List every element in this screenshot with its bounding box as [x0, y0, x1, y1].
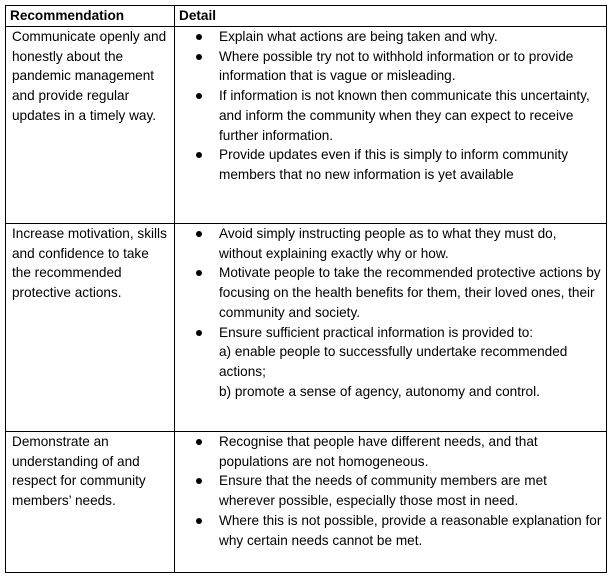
detail-bullet: Motivate people to take the recommended protective actions by focusing on the health benefits for them, their loved ones, their community and society. [193, 263, 602, 322]
detail-cell [175, 432, 607, 573]
detail-bullet-text: Ensure sufficient practical information is provided to: [219, 324, 534, 340]
detail-bullet: Provide updates even if this is simply to inform community members that no new information is yet available [193, 145, 602, 184]
table-header-row [6, 6, 607, 27]
recommendations-table [5, 5, 607, 573]
header-detail: Detail [175, 6, 607, 27]
detail-bullet: Explain what actions are being taken and why. [193, 27, 602, 47]
table-row [6, 432, 607, 573]
sub-detail-a: a) enable people to successfully undertake recommended actions; [219, 344, 568, 379]
sub-detail-b: b) promote a sense of agency, autonomy and control. [219, 383, 540, 399]
recommendations-table-wrapper [5, 5, 607, 573]
table-row [6, 27, 607, 224]
detail-bullet: Avoid simply instructing people as to what they must do, without explaining exactly why or how. [193, 224, 602, 263]
recommendation-cell: Increase motivation, skills and confidence to take the recommended protective actions. [6, 224, 175, 432]
detail-list [193, 27, 602, 185]
recommendation-cell: Demonstrate an understanding of and respect for community members’ needs. [6, 432, 175, 573]
detail-cell [175, 27, 607, 224]
table-row [6, 224, 607, 432]
detail-bullet: Where possible try not to withhold information or to provide information that is vague or misleading. [193, 47, 602, 86]
detail-list [193, 224, 602, 401]
detail-bullet: Where this is not possible, provide a reasonable explanation for why certain needs cannot be met. [193, 511, 602, 550]
detail-cell [175, 224, 607, 432]
detail-bullet [193, 323, 602, 402]
detail-bullet: Recognise that people have different needs, and that populations are not homogeneous. [193, 432, 602, 471]
header-recommendation: Recommendation [6, 6, 175, 27]
detail-bullet: Ensure that the needs of community members are met wherever possible, especially those most in need. [193, 471, 602, 510]
detail-list [193, 432, 602, 550]
detail-bullet: If information is not known then communicate this uncertainty, and inform the community when they can expect to receive further information. [193, 86, 602, 145]
recommendation-cell: Communicate openly and honestly about the pandemic management and provide regular updates in a timely way. [6, 27, 175, 224]
